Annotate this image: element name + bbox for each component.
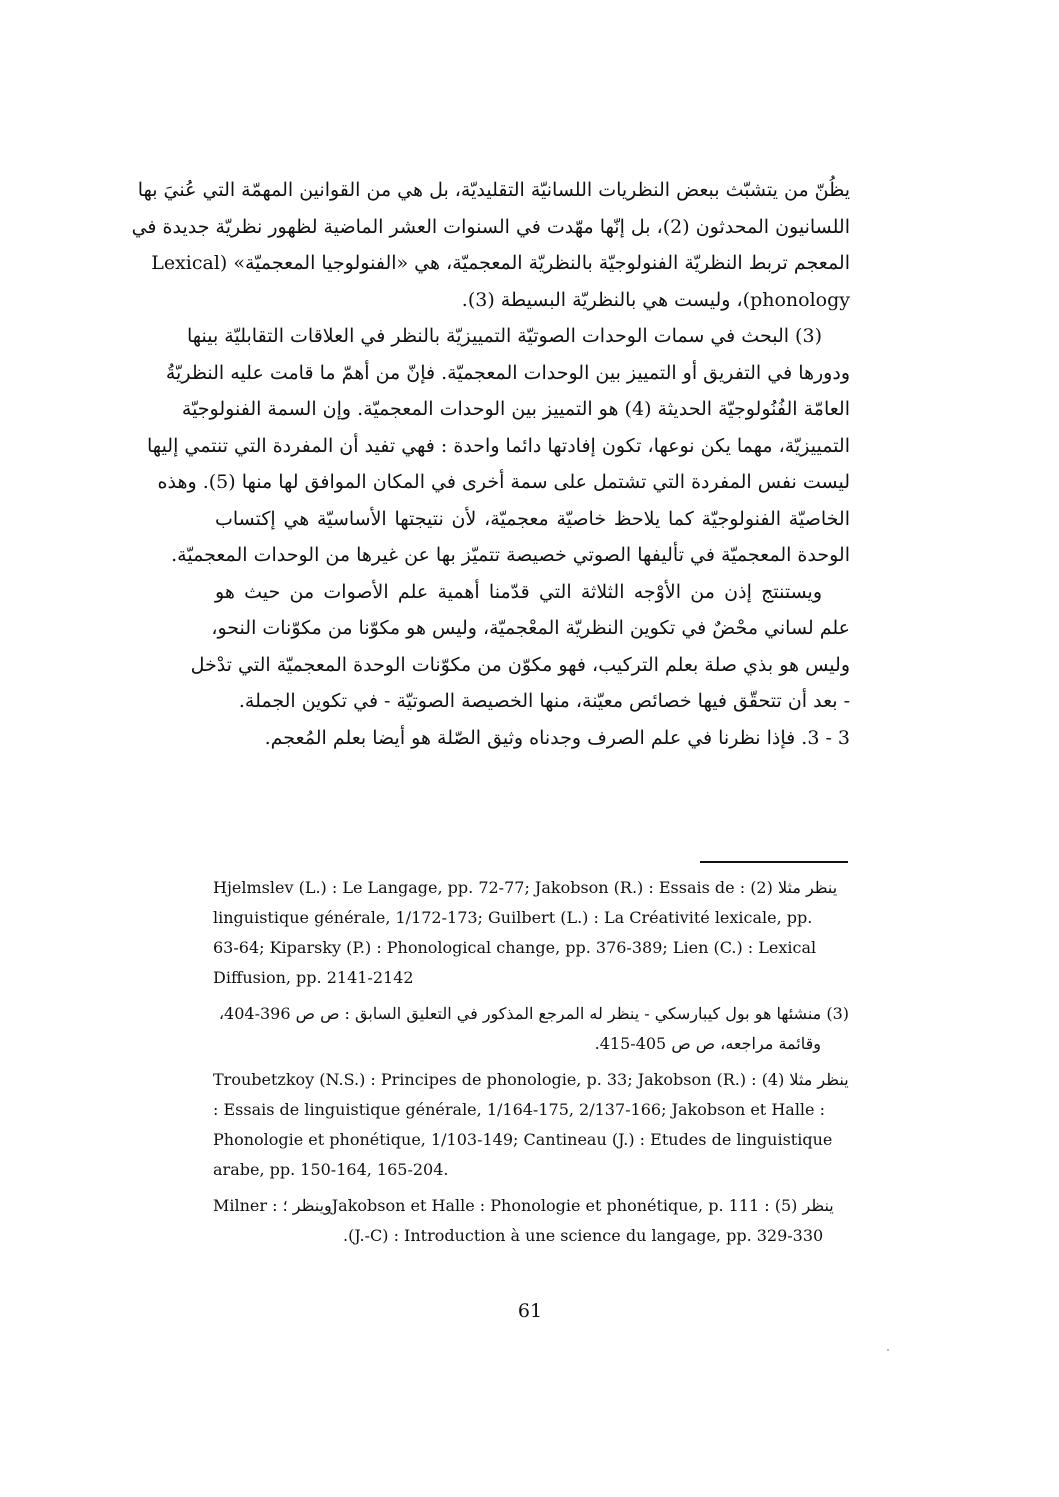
text-line: العامّة الفُنُولوجيّة الحديثة (4) هو التمييز بين الوحدات المعجميّة. وإن السمة الفنولوجيّة bbox=[181, 398, 850, 420]
text-line: علم لساني محْضٌ في تكوين النظريّة المعْجميّة، وليس هو مكوّنا من مكوّنات النحو، bbox=[211, 617, 850, 639]
footnote-4 bbox=[213, 1065, 849, 1185]
footnote-line: linguistique générale, 1/172-173; Guilbert (L.) : La Créativité lexicale, pp. bbox=[213, 908, 813, 927]
text-line: ليست نفس المفردة التي تشتمل على سمة أخرى في المكان الموافق لها منها (5). وهذه bbox=[157, 471, 850, 493]
footnote-5 bbox=[213, 1191, 849, 1251]
footnotes bbox=[213, 873, 849, 1257]
main-text bbox=[131, 172, 850, 756]
text-line: 3 - 3. فإذا نظرنا في علم الصرف وجدناه وثيق الصّلة هو أيضا بعلم المُعجم. bbox=[264, 726, 850, 749]
footnote-2 bbox=[213, 873, 849, 993]
footnote-line: .(J.-C) : Introduction à une science du langage, pp. 329-330 bbox=[343, 1226, 824, 1245]
text-line: الخاصيّة الفنولوجيّة كما يلاحظ خاصيّة معجميّة، لأن نتيجتها الأساسيّة هي إكتساب bbox=[215, 507, 850, 530]
footnote-line: Phonologie et phonétique, 1/103-149; Cantineau (J.) : Etudes de linguistique bbox=[213, 1130, 833, 1149]
text-line: اللسانيون المحدثون (2)، بل إنّها مهّدت في السنوات العشر الماضية لظهور نظريّة جديدة في bbox=[131, 215, 850, 238]
text-line: ويستنتج إذن من الأوْجه الثلاثة التي قدّمنا أهمية علم الأصوات من حيث هو bbox=[215, 580, 822, 603]
footnote-line: 63-64; Kiparsky (P.) : Phonological change, pp. 376-389; Lien (C.) : Lexical bbox=[213, 938, 817, 957]
text-line: وليس هو بذي صلة بعلم التركيب، فهو مكوّن من مكوّنات الوحدة المعجميّة التي تدْخل bbox=[190, 653, 850, 676]
text-line: - بعد أن تتحقّق فيها خصائص معيّنة، منها الخصيصة الصوتيّة - في تكوين الجملة. bbox=[238, 690, 850, 712]
footnote-line: وقائمة مراجعه، ص ص 405-415. bbox=[594, 1034, 821, 1053]
page-number: 61 bbox=[517, 1300, 543, 1322]
text-line: المعجم تربط النظريّة الفنولوجيّة بالنظريّة المعجميّة، هي «الفنولوجيا المعجميّة» (Lexical bbox=[151, 252, 850, 274]
text-line: يظُنّ من يتشبّث ببعض النظريات اللسانيّة التقليديّة، بل هي من القوانين المهمّة التي عُنيَ بها bbox=[137, 179, 850, 201]
footnote-line: Hjelmslev (L.) : Le Langage, pp. 72-77; Jakobson (R.) : Essais de : (2) ينظر مثلا bbox=[213, 878, 838, 897]
footnote-line: : Essais de linguistique générale, 1/164-175, 2/137-166; Jakobson et Halle : bbox=[213, 1100, 825, 1119]
footnote-line: (3) منشئها هو بول كيبارسكي - ينظر له المرجع المذكور في التعليق السابق : ص ص 396-404، bbox=[218, 1004, 849, 1023]
footnote-3 bbox=[213, 999, 849, 1059]
footnote-line: Milner : وينظر ؛Jakobson et Halle : Phonologie et phonétique, p. 111 : (5) ينظر bbox=[213, 1196, 834, 1215]
text-line: الوحدة المعجميّة في تأليفها الصوتي خصيصة تتميّز بها عن غيرها من الوحدات المعجميّة. bbox=[171, 544, 850, 566]
scan-speck bbox=[887, 1349, 889, 1351]
footnote-divider bbox=[700, 861, 848, 863]
footnote-line: Diffusion, pp. 2141-2142 bbox=[213, 968, 414, 987]
footnote-line: arabe, pp. 150-164, 165-204. bbox=[213, 1160, 449, 1179]
text-line: (3) البحث في سمات الوحدات الصوتيّة التمييزيّة بالنظر في العلاقات التقابليّة بينها bbox=[186, 325, 822, 347]
footnote-line: Troubetzkoy (N.S.) : Principes de phonologie, p. 33; Jakobson (R.) : (4) ينظر مثلا bbox=[213, 1070, 849, 1089]
text-line: phonology)، وليست هي بالنظريّة البسيطة (3). bbox=[461, 288, 850, 311]
text-line: ودورها في التفريق أو التمييز بين الوحدات المعجميّة. فإنّ من أهمّ ما قامت عليه النظريّةُ bbox=[165, 361, 850, 384]
text-line: التمييزيّة، مهما يكن نوعها، تكون إفادتها دائما واحدة : فهي تفيد أن المفردة التي تنتمي إليها bbox=[147, 434, 850, 457]
